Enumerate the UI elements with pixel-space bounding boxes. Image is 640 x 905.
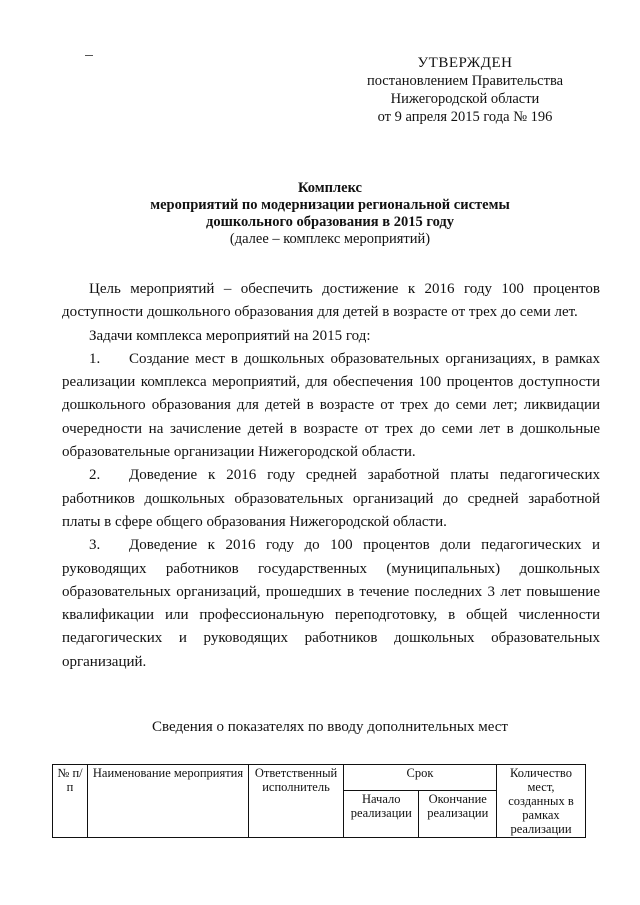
- approval-line-3: от 9 апреля 2015 года № 196: [377, 109, 553, 125]
- header-term: Срок: [344, 765, 497, 791]
- task-item-3: [62, 534, 600, 674]
- task-number: 2.: [89, 467, 101, 484]
- task-item-1: [62, 348, 600, 464]
- title-line-2: мероприятий по модернизации региональной системы: [150, 197, 510, 213]
- title-line-1: Комплекс: [298, 180, 362, 196]
- task-number: 3.: [89, 537, 101, 554]
- task-number: 1.: [89, 350, 101, 367]
- approval-heading: УТВЕРЖДЕН: [417, 55, 513, 71]
- task-text: Создание мест в дошкольных образовательных организациях, в рамках реализации комплекса мероприятий, для обеспечения 100 процентов доступности дошкольного образования для детей в возрасте от трех до семи лет; ликвидации очередности на зачисление детей в возрасте от трех до семи лет в дошкольные образовательные организации Нижегородской области.: [62, 350, 600, 461]
- task-item-2: [62, 464, 600, 534]
- document-body: [62, 278, 600, 674]
- task-text: Доведение к 2016 году до 100 процентов доли педагогических и руководящих работников государственных (муниципальных) дошкольных образовательных организаций, прошедших в течение последних 3 лет повышение квалификации или профессиональную переподготовку, в общей численности педагогических и руководящих работников дошкольных образовательных организаций.: [62, 537, 600, 670]
- header-start: Начало реализации: [344, 790, 419, 837]
- approval-line-2: Нижегородской области: [390, 91, 540, 107]
- header-name: Наименование мероприятия: [88, 765, 249, 838]
- indicators-table: [52, 764, 586, 838]
- goal-paragraph: Цель мероприятий – обеспечить достижение к 2016 году 100 процентов доступности дошкольного образования для детей в возрасте от трех до семи лет.: [62, 281, 600, 321]
- title-line-4: (далее – комплекс мероприятий): [229, 231, 431, 247]
- title-line-3: дошкольного образования в 2015 году: [206, 214, 454, 230]
- scan-mark: [85, 55, 93, 56]
- approval-line-1: постановлением Правительства: [366, 73, 564, 89]
- header-num: № п/п: [53, 765, 88, 838]
- table-caption: Сведения о показателях по вводу дополнительных мест: [152, 719, 508, 735]
- header-count: Количество мест, созданных в рамках реализации: [497, 765, 586, 838]
- table-header-row: [53, 765, 586, 791]
- tasks-heading: Задачи комплекса мероприятий на 2015 год:: [89, 327, 371, 344]
- document-title: [60, 180, 600, 248]
- task-text: Доведение к 2016 году средней заработной платы педагогических работников дошкольных образовательных организаций до средней заработной платы в сфере общего образования Нижегородской области.: [62, 467, 600, 530]
- approval-stamp: [350, 54, 580, 126]
- header-executor: Ответственный исполнитель: [249, 765, 344, 838]
- header-end: Окончание реализации: [419, 790, 497, 837]
